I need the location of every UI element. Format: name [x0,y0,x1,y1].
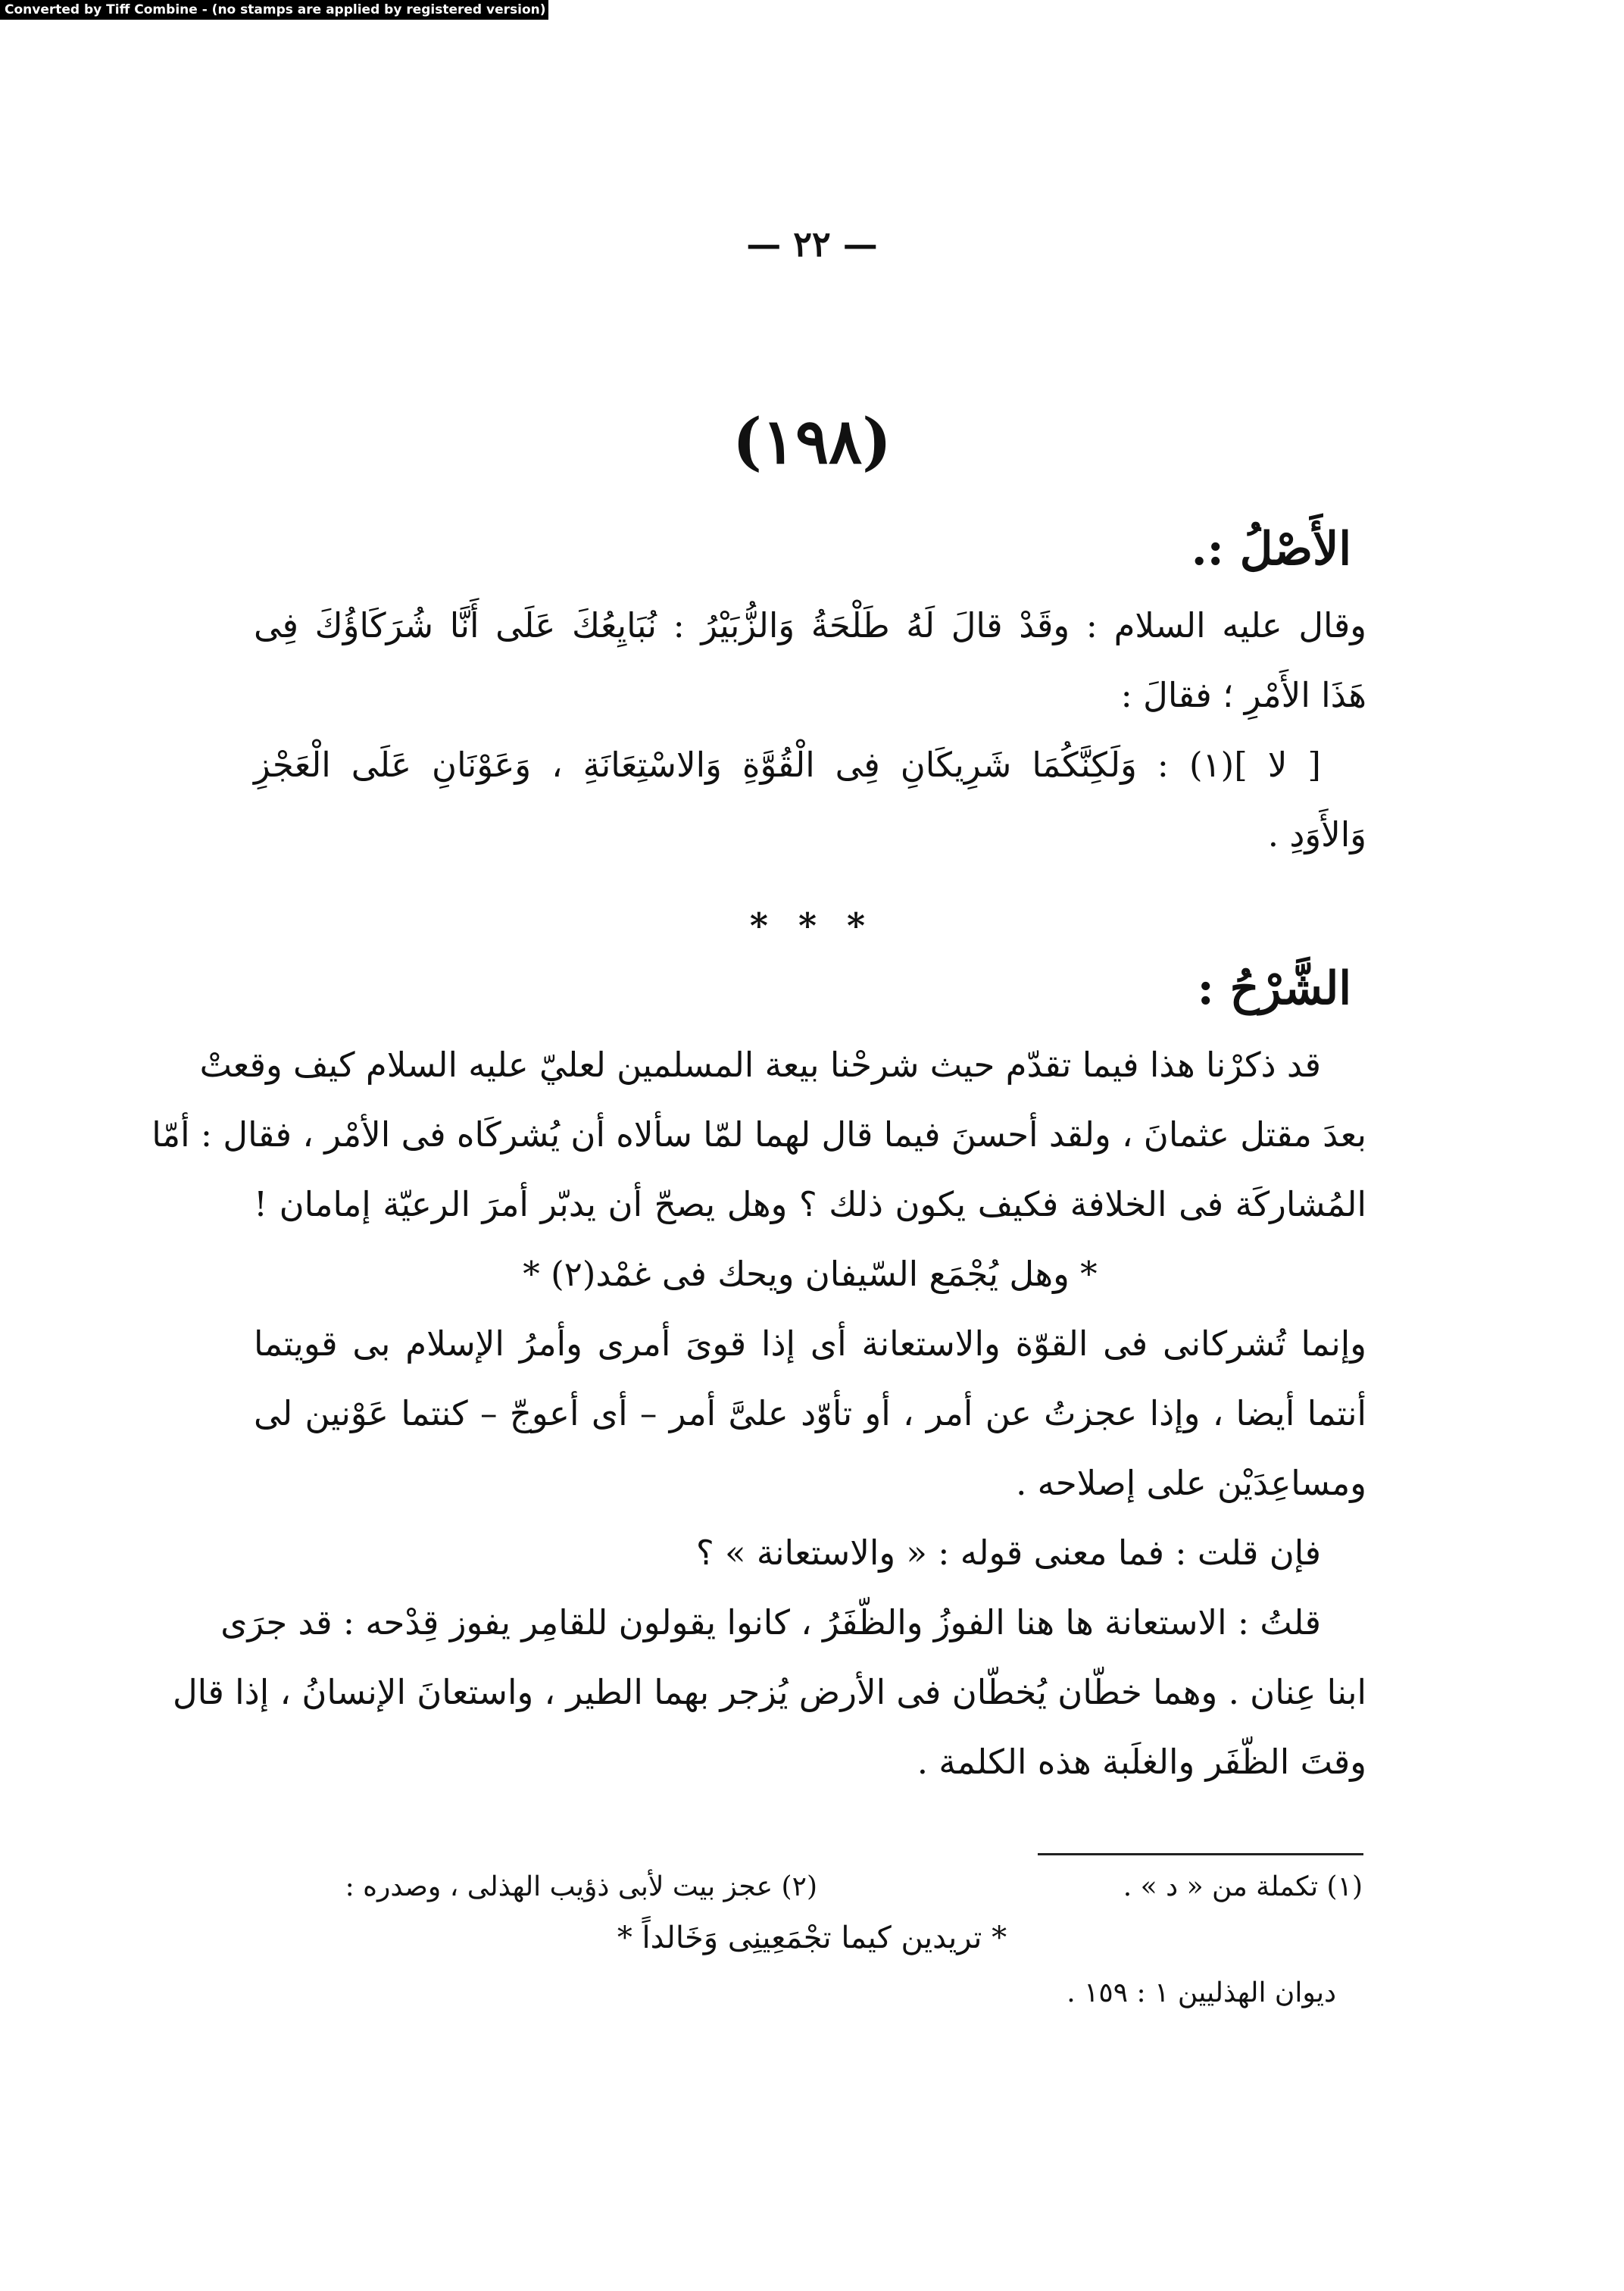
footnote-2-verse: * تريدين كيما تجْمَعِينِى وَخَالداً * [617,1921,1007,1955]
footnote-2-intro: (٢) عجز بيت لأبى ذؤيب الهذلى ، وصدره : [345,1871,817,1902]
item-number: (١٩٨) [732,405,892,478]
page-number: — ٢٢ — [746,223,878,264]
commentary-line: المُشاركَة فى الخلافة فكيف يكون ذلك ؟ وهل يصحّ أن يدبّر أمرَ الرعيّة إمامان ! [254,1184,1366,1224]
commentary-heading: الشَّرْحُ : [1197,962,1351,1015]
original-text [254,591,1366,870]
original-heading: الأَصْلُ :. [1191,523,1351,576]
footnote-divider [1038,1853,1363,1855]
original-line: [ لا ](١) : وَلَكِنَّكُمَا شَرِيكَانِ فِى الْقُوَّةِ وَالاسْتِعَانَةِ ، وَعَوْنَانِ عَلَى الْعَجْزِ [254,745,1321,785]
answer-line: ابنا عِنان . وهما خطّان يُخطّان فى الأرض يُزجر بهما الطير ، واستعانَ الإنسانُ ، إذا قال [172,1672,1366,1712]
commentary-line: وإنما تُشركانى فى القوّة والاستعانة أى إذا قوىَ أمرى وأمرُ الإسلام بى قويتما [254,1324,1366,1364]
commentary-paragraph-1 [151,1030,1366,1797]
commentary-line: ومساعِدَيْن على إصلاحه . [1016,1463,1366,1503]
original-line: وَالأَوَدِ . [1267,814,1366,855]
quoted-verse: * وهل يُجْمَع السّيفان ويحك فى غمْد(٢) * [523,1254,1098,1294]
section-separator: * * * [749,905,875,946]
converter-banner: Converted by Tiff Combine - (no stamps are applied by registered version) [0,0,548,20]
commentary-line: قد ذكرْنا هذا فيما تقدّم حيث شرحْنا بيعة المسلمين لعليّ عليه السلام كيف وقعتْ [199,1045,1321,1085]
answer-line: وقتَ الظّفَر والغلَبة هذه الكلمة . [917,1742,1366,1782]
original-line: وقال عليه السلام : وقَدْ قالَ لَهُ طَلْحَةُ وَالزُّبَيْرُ : نُبَايِعُكَ عَلَى أَنَّا شُرَكَاؤُكَ فِى [254,605,1366,645]
footnote-1: (١) تكملة من « د » . [1123,1871,1363,1902]
footnote-2-source: ديوان الهذليين ١ : ١٥٩ . [1067,1977,1336,2008]
commentary-line: بعدَ مقتل عثمانَ ، ولقد أحسنَ فيما قال لهما لمّا سألاه أن يُشركَاه فى الأمْر ، فقال : أمّا [151,1114,1366,1155]
commentary-line: أنتما أيضا ، وإذا عجزتُ عن أمر ، أو تأوّد علىَّ أمر – أى أعوجّ – كنتما عَوْنين لى [254,1393,1366,1433]
answer-line: قلتُ : الاستعانة ها هنا الفوزُ والظّفَرُ ، كانوا يقولون للقامِر يفوز قِدْحه : قد جرَى [220,1602,1321,1642]
original-line: هَذَا الأَمْرِ ؛ فقالَ : [1120,675,1366,715]
question-line: فإن قلت : فما معنى قوله : « والاستعانة » ؟ [695,1533,1321,1573]
